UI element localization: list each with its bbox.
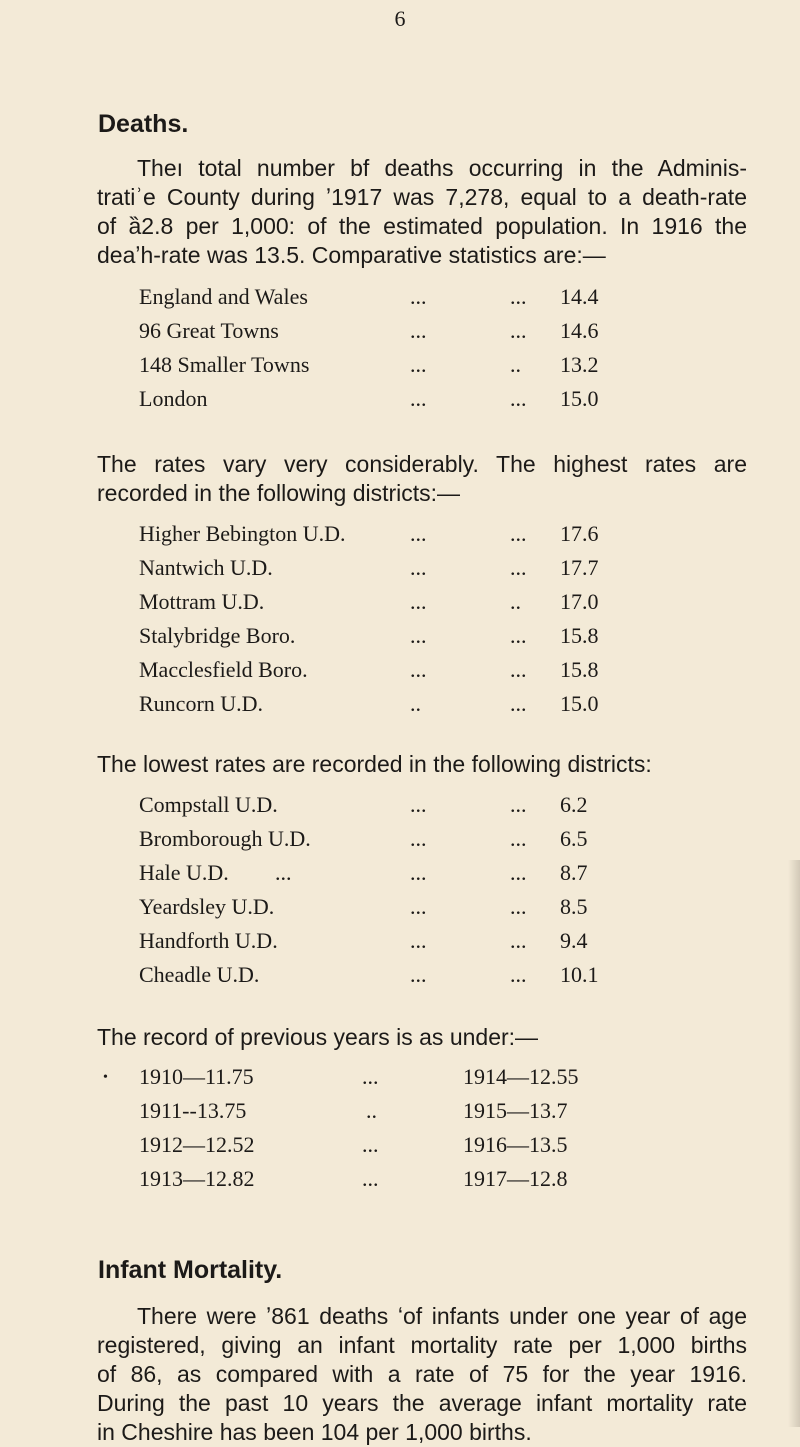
row-value: 9.4: [560, 928, 588, 953]
row-leader: ...: [510, 962, 527, 987]
table-row: [0, 792, 800, 826]
text-line: There were ʼ861 deaths ʻof infants under one year of age: [137, 1303, 747, 1329]
text-line: registered, giving an infant mortality rate per 1,000 births: [97, 1332, 747, 1358]
row-name: Compstall U.D.: [139, 792, 278, 817]
row-value: 6.2: [560, 792, 588, 817]
year-rate: 1915—13.7: [463, 1098, 568, 1123]
row-name: Higher Bebington U.D.: [139, 521, 346, 546]
row-leader: ...: [410, 962, 427, 987]
row-value: 6.5: [560, 826, 588, 851]
table-row: [0, 623, 800, 657]
row-name: London: [139, 386, 208, 411]
table-row: [0, 826, 800, 860]
text-line: of 86, as compared with a rate of 75 for the year 1916.: [97, 1361, 747, 1387]
table-row: [0, 386, 800, 420]
row-leader: ...: [410, 589, 427, 614]
row-name: England and Wales: [139, 284, 308, 309]
row-value: 8.7: [560, 860, 588, 885]
page-number: 6: [394, 6, 406, 31]
row-value: 14.6: [560, 318, 599, 343]
row-leader: ...: [410, 826, 427, 851]
text-line: tratiʾe County during ʼ1917 was 7,278, equal to a death-rate: [97, 184, 747, 210]
row-name: Nantwich U.D.: [139, 555, 273, 580]
row-leader: ...: [362, 1132, 379, 1157]
table-row: [0, 555, 800, 589]
row-leader: ...: [510, 894, 527, 919]
bullet-mark: •: [103, 1070, 108, 1085]
row-leader: ...: [275, 860, 292, 885]
row-leader: ...: [510, 386, 527, 411]
year-rate: 1912—12.52: [139, 1132, 255, 1157]
highest-intro: [97, 450, 747, 508]
text-line: The record of previous years is as under:—: [97, 1024, 539, 1050]
table-row: [0, 928, 800, 962]
row-leader: ...: [510, 521, 527, 546]
deaths-intro: [97, 154, 747, 270]
text-line: The lowest rates are recorded in the following districts:: [97, 751, 652, 777]
row-leader: ...: [362, 1064, 379, 1089]
year-rate: 1914—12.55: [463, 1064, 579, 1089]
row-value: 13.2: [560, 352, 599, 377]
year-rate: 1913—12.82: [139, 1166, 255, 1191]
row-leader: ...: [510, 623, 527, 648]
text-line: During the past 10 years the average infant mortality rate: [97, 1390, 747, 1416]
row-leader: ...: [510, 826, 527, 851]
row-leader: ...: [410, 860, 427, 885]
row-leader: ...: [510, 792, 527, 817]
text-line: Theı total number bf deaths occurring in the Adminis-: [137, 155, 747, 181]
row-value: 17.6: [560, 521, 599, 546]
year-rate: 1916—13.5: [463, 1132, 568, 1157]
row-leader: ...: [410, 792, 427, 817]
row-leader: ..: [510, 589, 521, 614]
row-name: Handforth U.D.: [139, 928, 278, 953]
row-value: 15.0: [560, 691, 599, 716]
row-name: Hale U.D.: [139, 860, 229, 885]
table-row: [0, 284, 800, 318]
row-leader: ...: [410, 521, 427, 546]
row-value: 15.8: [560, 623, 599, 648]
row-value: 8.5: [560, 894, 588, 919]
row-value: 15.8: [560, 657, 599, 682]
row-leader: ...: [410, 386, 427, 411]
text-line: of ȁ2.8 per 1,000: of the estimated population. In 1916 the: [97, 213, 747, 239]
row-leader: ...: [510, 318, 527, 343]
row-leader: ...: [410, 284, 427, 309]
table-row: [0, 657, 800, 691]
row-leader: ...: [410, 928, 427, 953]
infant-mortality-heading: Infant Mortality.: [98, 1256, 283, 1284]
year-rate: 1911--13.75: [139, 1098, 247, 1123]
table-row: [0, 589, 800, 623]
table-row: [0, 352, 800, 386]
row-leader: ...: [362, 1166, 379, 1191]
row-leader: ...: [510, 657, 527, 682]
row-leader: ...: [410, 318, 427, 343]
row-leader: ...: [510, 284, 527, 309]
lowest-intro: [97, 750, 747, 779]
row-name: Runcorn U.D.: [139, 691, 264, 716]
row-leader: ...: [410, 352, 427, 377]
text-line: in Cheshire has been 104 per 1,000 births.: [97, 1419, 532, 1445]
row-value: 15.0: [560, 386, 599, 411]
year-rate: 1910—11.75: [139, 1064, 254, 1089]
row-name: Cheadle U.D.: [139, 962, 260, 987]
row-name: Bromborough U.D.: [139, 826, 311, 851]
row-leader: ..: [366, 1098, 377, 1123]
row-leader: ...: [410, 555, 427, 580]
row-name: Stalybridge Boro.: [139, 623, 296, 648]
table-row: [0, 318, 800, 352]
text-line: deaʼh-rate was 13.5. Comparative statistics are:—: [97, 242, 606, 268]
row-leader: ..: [410, 691, 421, 716]
previous-intro: [97, 1023, 747, 1052]
row-leader: ...: [510, 928, 527, 953]
deaths-heading: Deaths.: [98, 110, 189, 138]
table-row: [0, 521, 800, 555]
infant-mortality-paragraph: [97, 1302, 747, 1447]
table-row: [0, 962, 800, 996]
row-value: 17.0: [560, 589, 599, 614]
row-leader: ...: [410, 657, 427, 682]
page-edge-shadow: [788, 860, 800, 1427]
row-leader: ...: [410, 894, 427, 919]
table-row: [0, 860, 800, 894]
row-name: 148 Smaller Towns: [139, 352, 310, 377]
table-row: [0, 691, 800, 725]
text-line: recorded in the following districts:—: [97, 480, 461, 506]
row-name: Macclesfield Boro.: [139, 657, 308, 682]
row-leader: ..: [510, 352, 521, 377]
row-name: Yeardsley U.D.: [139, 894, 275, 919]
row-leader: ...: [510, 860, 527, 885]
row-leader: ...: [510, 555, 527, 580]
text-line: The rates vary very considerably. The highest rates are: [97, 451, 747, 477]
row-name: Mottram U.D.: [139, 589, 265, 614]
table-row: [0, 894, 800, 928]
row-value: 17.7: [560, 555, 599, 580]
row-name: 96 Great Towns: [139, 318, 279, 343]
row-value: 14.4: [560, 284, 599, 309]
year-rate: 1917—12.8: [463, 1166, 568, 1191]
row-leader: ...: [510, 691, 527, 716]
row-value: 10.1: [560, 962, 599, 987]
row-leader: ...: [410, 623, 427, 648]
